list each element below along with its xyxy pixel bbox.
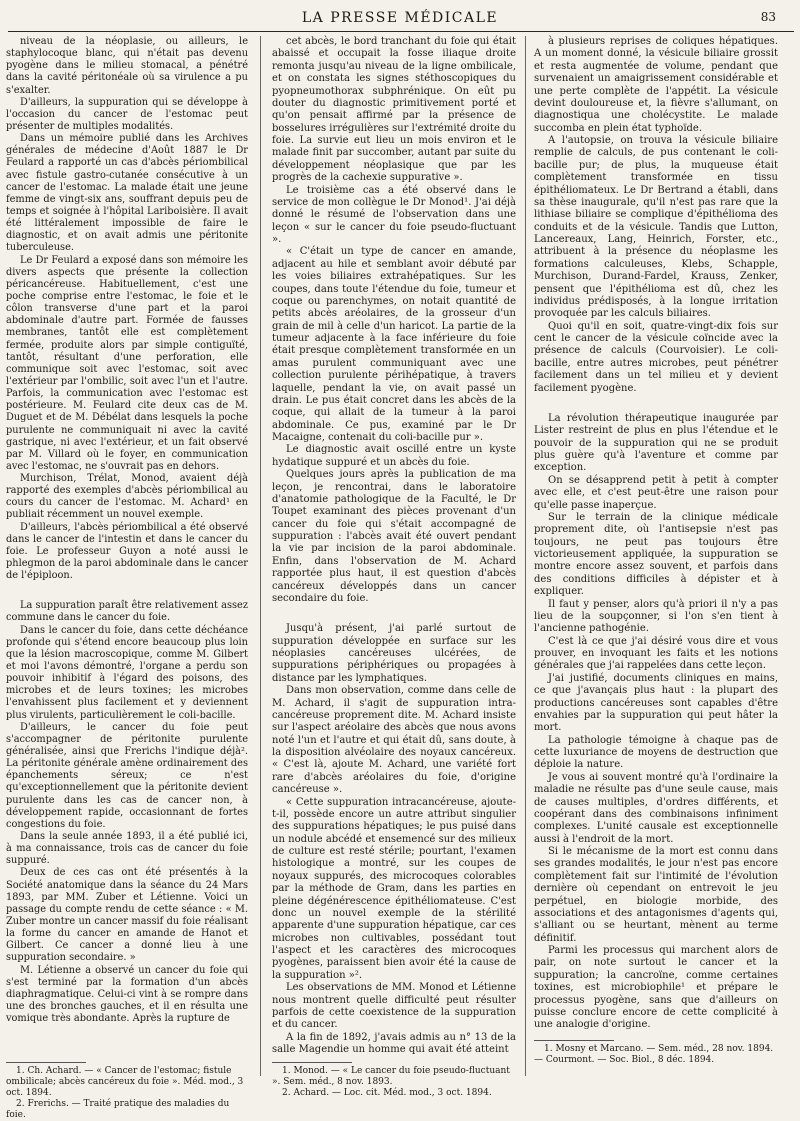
paragraph: « Cette suppuration intracancéreuse, ajoute-t-il, possède encore un autre attribut singulier des suppurations hépatiques; le pus puisé dans un nodule abcédé et ensemencé sur des milieux de culture est resté stérile; pourtant, l'examen histologique a montré, sur les coupes de noyaux suppurés, des microcoques colorables par la méthode de Gram, dans les parties en pleine dégénérescence épithéliomateuse. C'est donc un nouvel exemple de la stérilité apparente d'une suppuration hépatique, car ces microbes non cultivables, possédant tout l'aspect et les caractères des microcoques pyogènes, paraissent bien avoir été la cause de la suppuration »². xyxy=(272,796,516,981)
paragraph: A l'autopsie, on trouva la vésicule biliaire remplie de calculs, de pus contenant le coli-bacille pur; de plus, la muqueuse était complètement transformée en tissu épithéliomateux. Le Dr Bertrand a établi, dans sa thèse inaugurale, qu'il n'est pas rare que la lithiase biliaire se complique d'épithélioma des conduits et de la vésicule. Tandis que Lutton, Lancereaux, Lang, Heinrich, Forster, etc., attribuent à la présence du néoplasme les formations calculeuses, Klebs, Schapple, Murchison, Durand-Fardel, Krauss, Zenker, pensent que l'épithélioma est dû, chez les individus prédisposés, à la longue irritation provoquée par les calculs biliaires. xyxy=(534,135,778,320)
paragraph: A la fin de 1892, j'avais admis au n° 13 de la salle Magendie un homme qui avait été atteint xyxy=(272,1031,516,1055)
paragraph: Deux de ces cas ont été présentés à la Société anatomique dans la séance du 24 Mars 1893, par MM. Zuber et Létienne. Voici un passage du compte rendu de cette séance : « M. Zuber montre un cancer massif du foie réalisant la forme du cancer en amande de Hanot et Gilbert. Ce cancer a donné lieu à une suppuration secondaire. » xyxy=(6,867,248,964)
paragraph: On se désapprend petit à petit à compter avec elle, et c'est peut-être une raison pour qu'elle passe inaperçue. xyxy=(534,474,778,511)
column-1 xyxy=(6,36,248,1025)
footnote-rule xyxy=(534,1040,614,1041)
paragraph: Si le mécanisme de la mort est connu dans ses grandes modalités, le jour n'est pas encore complètement fait sur l'intimité de l'évolution dernière où cependant on entrevoit le jeu perpétuel, en biologie morbide, des associations et des antagonismes d'agents qui, s'alliant ou se heurtant, mènent au terme définitif. xyxy=(534,846,778,944)
footnotes-column-2 xyxy=(272,1062,516,1099)
header-rule xyxy=(8,31,794,32)
paragraph: Il faut y penser, alors qu'à priori il n'y a pas lieu de la soupçonner, si l'on s'en tient à l'ancienne pathogénie. xyxy=(534,598,778,635)
paragraph: D'ailleurs, l'abcès périombilical a été observé dans le cancer de l'intestin et dans le cancer du foie. Le professeur Guyon a noté aussi le phlegmon de la paroi abdominale dans le cancer de l'épiploon. xyxy=(6,521,248,582)
journal-title: LA PRESSE MÉDICALE xyxy=(301,10,499,26)
paragraph: Sur le terrain de la clinique médicale proprement dite, où l'antisepsie n'est pas toujours, ne peut pas toujours être victorieusement appliquée, la suppuration se montre encore assez souvent, et parfois dans des conditions difficiles à dépister et à expliquer. xyxy=(534,511,778,598)
section-break xyxy=(6,582,248,600)
paragraph: D'ailleurs, le cancer du foie peut s'accompagner de péritonite purulente généralisée, ainsi que Frerichs l'indique déjà². La péritonite générale amène ordinairement des épanchements séreux; ce n'est qu'exceptionnellement que la péritonite devient purulente dans les cas de cancer non, à développement rapide, occasionnant de fortes congestions du foie. xyxy=(6,721,248,830)
paragraph: La pathologie témoigne à chaque pas de cette luxuriance de moyens de destruction que déploie la nature. xyxy=(534,734,778,771)
footnote: 2. Achard. — Loc. cit. Méd. mod., 3 oct. 1894. xyxy=(282,1088,492,1098)
paragraph: Les observations de MM. Monod et Létienne nous montrent quelle difficulté peut résulter parfois de cette coexistence de la suppuration et du cancer. xyxy=(272,982,516,1031)
footnote-rule xyxy=(272,1062,352,1063)
paragraph: M. Létienne a observé un cancer du foie qui s'est terminé par la formation d'un abcès diaphragmatique. Celui-ci vint à se rompre dans une des bronches gauches, et il en résulta une vomique très abondante. Après la rupture de xyxy=(6,964,248,1025)
paragraph: Le diagnostic avait oscillé entre un kyste hydatique suppuré et un abcès du foie. xyxy=(272,444,516,468)
page-header xyxy=(0,6,800,30)
paragraph: Quoi qu'il en soit, quatre-vingt-dix fois sur cent le cancer de la vésicule coïncide avec la présence de calculs (Courvoisier). Le coli-bacille, entre autres microbes, peut pénétrer facilement dans un tel milieu et y devient facilement pyogène. xyxy=(534,320,778,394)
paragraph: « C'était un type de cancer en amande, adjacent au hile et semblant avoir débuté par les voies biliaires extrahépatiques. Sur les coupes, dans toute l'étendue du foie, tumeur et coque ou parenchymes, on notait quantité de petits abcès aréolaires, de la grosseur d'un grain de mil à celle d'un haricot. La partie de la tumeur adjacente à la face inférieure du foie était presque complètement transformée en un amas purulent communiquant avec une collection purulente périhépatique, à travers laquelle, pendant la vie, on avait passé un drain. Le pus était concret dans les abcès de la coque, qui allait de la tumeur à la paroi abdominale. Ce pus, examiné par le Dr Macaigne, contenait du coli-bacille pur ». xyxy=(272,246,516,443)
footnote: 2. Frerichs. — Traité pratique des maladies du foie. xyxy=(6,1099,230,1120)
footnote: 1. Ch. Achard. — « Cancer de l'estomac; fistule ombilicale; abcès cancéreux du foie ». Méd. mod., 3 oct. 1894. xyxy=(6,1066,244,1098)
paragraph: Le troisième cas a été observé dans le service de mon collègue le Dr Monod¹. J'ai déjà donné le résumé de l'observation dans une leçon « sur le cancer du foie pseudo-fluctuant ». xyxy=(272,184,516,245)
column-divider-2 xyxy=(525,36,526,1076)
paragraph: Jusqu'à présent, j'ai parlé surtout de suppuration développée en surface sur les néoplasies cancéreuses ulcérées, de suppurations périphériques ou propagées à distance par les lymphatiques. xyxy=(272,623,516,684)
column-2 xyxy=(272,36,516,1056)
footnote-rule xyxy=(6,1062,86,1063)
paragraph: J'ai justifié, documents cliniques en mains, ce que j'avançais plus haut : la plupart des productions cancéreuses sont capables d'être envahies par la suppuration qui peut hâter la mort. xyxy=(534,672,778,734)
footnote: 1. Mosny et Marcano. — Sem. méd., 28 nov. 1894. — Courmont. — Soc. Biol., 8 déc. 1894. xyxy=(534,1044,774,1065)
paragraph: Parmi les processus qui marchent alors de pair, on note surtout le cancer et la suppuration; la cancroïne, comme certaines toxines, est microbiophile¹ et prépare le processus pyogène, sans que d'ailleurs on puisse conclure encore de cette complicité à une analogie d'origine. xyxy=(534,945,778,1031)
footnotes-column-3 xyxy=(534,1040,778,1066)
footnotes-column-1 xyxy=(6,1062,248,1121)
paragraph: Dans la seule année 1893, il a été publié ici, à ma connaissance, trois cas de cancer du foie suppuré. xyxy=(6,831,248,867)
page-number: 83 xyxy=(760,10,776,24)
footnote: 1. Monod. — « Le cancer du foie pseudo-fluctuant ». Sem. méd., 8 nov. 1893. xyxy=(272,1066,510,1087)
section-break xyxy=(534,395,778,413)
paragraph: Je vous ai souvent montré qu'à l'ordinaire la maladie ne résulte pas d'une seule cause, mais de causes multiples, d'ordres différents, et coopérant dans des combinaisons infiniment complexes. L'unité causale est exceptionnelle aussi à l'endroit de la mort. xyxy=(534,771,778,845)
paragraph: Le Dr Feulard a exposé dans son mémoire les divers aspects que présente la collection péricancéreuse. Habituellement, c'est une poche comprise entre l'estomac, le foie et le côlon transverse d'une part et la paroi abdominale d'autre part. Formée de fausses membranes, tantôt elle est complètement fermée, produite alors par simple contiguïté, tantôt, résultant d'une perforation, elle communique soit avec l'estomac, soit avec l'extérieur par l'ombilic, soit avec l'un et l'autre. Parfois, la communication avec l'estomac est postérieure. M. Feulard cite deux cas de M. Duguet et de M. Débélat dans lesquels la poche purulente ne communiquait ni avec la cavité gastrique, ni avec l'extérieur, et un fait observé par M. Villard où le foyer, en communication avec l'estomac, ne s'ouvrait pas en dehors. xyxy=(6,254,248,472)
paragraph: La suppuration paraît être relativement assez commune dans le cancer du foie. xyxy=(6,600,248,624)
paragraph: Dans un mémoire publié dans les Archives générales de médecine d'Août 1887 le Dr Feulard a rapporté un cas d'abcès périombilical avec fistule gastro-cutanée consécutive à un cancer de l'estomac. La malade était une jeune femme de vingt-six ans, souffrant depuis peu de temps et soignée à l'hôpital Lariboisière. Il avait été littéralement impossible de faire le diagnostic, et on avait admis une péritonite tuberculeuse. xyxy=(6,133,248,254)
paragraph: C'est là ce que j'ai désiré vous dire et vous prouver, en invoquant les faits et les notions générales que j'ai rappelées dans cette leçon. xyxy=(534,635,778,672)
paragraph: Quelques jours après la publication de ma leçon, je rencontrai, dans le laboratoire d'anatomie pathologique de la Faculté, le Dr Toupet examinant des pièces provenant d'un cancer du foie qui s'était accompagné de suppuration : l'abcès avait été ouvert pendant la vie par incision de la paroi abdominale. Enfin, dans l'observation de M. Achard rapportée plus haut, il est question d'abcès cancéreux développés dans un cancer secondaire du foie. xyxy=(272,469,516,604)
section-break xyxy=(272,605,516,623)
paragraph: D'ailleurs, la suppuration qui se développe à l'occasion du cancer de l'estomac peut présenter de multiples modalités. xyxy=(6,96,248,132)
paragraph: La révolution thérapeutique inaugurée par Lister restreint de plus en plus l'étendue et le pouvoir de la suppuration qui ne se produit plus guère qu'à l'aventure et comme par exception. xyxy=(534,412,778,474)
paragraph: Dans le cancer du foie, dans cette déchéance profonde qui s'étend encore beaucoup plus loin que la lésion macroscopique, comme M. Gilbert et moi l'avons démontré, l'organe a perdu son pouvoir inhibitif à l'égard des poisons, des microbes et de leurs toxines; les microbes l'envahissent plus facilement et y deviennent plus virulents, particulièrement le coli-bacille. xyxy=(6,624,248,721)
paragraph: Dans mon observation, comme dans celle de M. Achard, il s'agit de suppuration intra-cancéreuse proprement dite. M. Achard insiste sur l'aspect aréolaire des abcès que nous avons noté l'un et l'autre et qui était dû, sans doute, à la disposition alvéolaire des noyaux cancéreux. « C'est là, ajoute M. Achard, une variété fort rare d'abcès aréolaires du foie, d'origine cancéreuse ». xyxy=(272,685,516,796)
column-divider-1 xyxy=(260,36,261,1076)
column-3 xyxy=(534,36,778,1032)
paragraph: cet abcès, le bord tranchant du foie qui était abaissé et occupait la fosse iliaque droite remonta jusqu'au niveau de la ligne ombilicale, et on constata les signes stéthoscopiques du pyopneumothorax subphrénique. On eût pu douter du diagnostic primitivement porté et qu'on pensait affirmé par la présence de bosselures irrégulières sur l'extrémité droite du foie. La survie eut lieu un mois environ et le malade finit par succomber, autant par suite du développement néoplasique que par les progrès de la cachexie suppurative ». xyxy=(272,36,516,184)
paragraph: à plusieurs reprises de coliques hépatiques. A un moment donné, la vésicule biliaire grossit et resta augmentée de volume, pendant que survenaient un amaigrissement considérable et une perte complète de l'appétit. La vésicule devint douloureuse et, la fièvre s'allumant, on diagnostiqua une cholécystite. Le malade succomba en plein état typhoïde. xyxy=(534,36,778,134)
paragraph: Murchison, Trélat, Monod, avaient déjà rapporté des exemples d'abcès périombilical au cours du cancer de l'estomac. M. Achard¹ en publiait récemment un nouvel exemple. xyxy=(6,473,248,521)
paragraph: niveau de la néoplasie, ou ailleurs, le staphylocoque blanc, qui n'était pas devenu pyogène dans le milieu stomacal, a pénétré dans la cavité péritonéale où sa virulence a pu s'exalter. xyxy=(6,36,248,96)
